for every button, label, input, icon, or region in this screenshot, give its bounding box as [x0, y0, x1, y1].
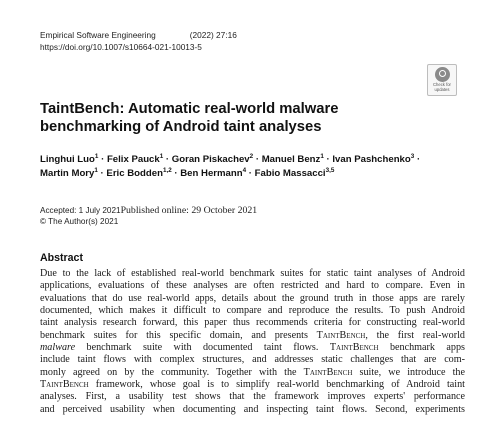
title-line-2: benchmarking of Android taint analyses [40, 119, 322, 135]
author-separator: · [246, 168, 255, 179]
abstract-line: taint analysis research forward, this paper thus recommends criteria for constructing real-world [40, 317, 465, 329]
author-name: Linghui Luo [40, 154, 95, 165]
abstract-line: TaintBench framework, whose goal is to simplify real-world benchmarking of Android taint [40, 379, 465, 391]
author-name: Eric Bodden [106, 168, 163, 179]
author-separator: · [97, 168, 107, 179]
author-separator: · [163, 154, 172, 165]
abstract-line: evaluations that do use real-world apps, details about the ground truth in those apps are rarely [40, 292, 465, 304]
check-for-updates-badge[interactable] [427, 64, 457, 96]
update-check-icon [435, 67, 450, 82]
author[interactable] [107, 154, 163, 165]
author[interactable] [40, 154, 98, 165]
journal-header [40, 30, 237, 41]
author[interactable] [332, 154, 414, 165]
paper-title [40, 100, 430, 136]
author-name: Ivan Pashchenko [332, 154, 411, 165]
author-separator: · [98, 154, 107, 165]
author-name: Felix Pauck [106, 154, 160, 165]
author-separator: · [323, 154, 333, 165]
title-line-1: TaintBench: Automatic real-world malware [40, 101, 339, 117]
abstract-heading: Abstract [40, 252, 83, 264]
author-separator: · [253, 154, 262, 165]
abstract-line: malware benchmark suite with documented taint flows. TaintBench benchmark apps [40, 342, 465, 354]
author[interactable] [262, 154, 324, 165]
author-affiliation: 1 [94, 166, 98, 174]
author[interactable] [255, 168, 335, 179]
author-name: Goran Piskachev [171, 154, 250, 165]
author[interactable] [106, 168, 171, 179]
badge-line-2: updates [434, 86, 450, 92]
author-affiliation: 1,2 [162, 166, 172, 174]
author-name: Fabio Massacci [254, 168, 326, 179]
abstract-body [40, 268, 465, 416]
author-name: Martin Mory [40, 168, 95, 179]
author-affiliation: 2 [249, 152, 254, 160]
author-name: Manuel Benz [261, 154, 321, 165]
author-affiliation: 3,5 [325, 166, 335, 174]
author[interactable] [172, 154, 253, 165]
author-affiliation: 1 [320, 152, 324, 160]
author-separator: · [414, 154, 421, 165]
author-affiliation: 4 [242, 166, 247, 174]
doi-link[interactable]: https://doi.org/10.1007/s10664-021-10013-5 [40, 42, 202, 52]
author[interactable] [40, 168, 98, 179]
journal-volume: (2022) 27:16 [189, 30, 237, 40]
author-affiliation: 1 [94, 152, 99, 160]
accepted-date: Accepted: 1 July 2021 [40, 206, 121, 215]
author-name: Ben Hermann [180, 168, 243, 179]
abstract-line: benchmark suites for this specific domain, and presents TaintBench, the first real-world [40, 329, 465, 341]
abstract-line: applications, evaluations of these analyses are often restricted and hard to compare. Even in [40, 280, 465, 292]
abstract-line: Due to the lack of established real-world benchmark suites for static taint analyses of Android [40, 268, 465, 279]
abstract-line: and perceived usability when documenting and inspecting taint flows. Second, experiments [40, 403, 465, 415]
abstract-line: monly agreed on by the community. Together with the TaintBench suite, we introduce the [40, 366, 465, 378]
badge-line-1: Check for [433, 82, 451, 87]
author-list [40, 153, 470, 181]
published-date: Published online: 29 October 2021 [120, 205, 258, 216]
journal-name: Empirical Software Engineering [40, 30, 156, 40]
abstract-line: analyses. First, a usability test shows that the framework improves experts' performance [40, 391, 465, 403]
abstract-line: documented, which makes it difficult to compare and reproduce the results. To push Android [40, 305, 465, 317]
author-affiliation: 1 [159, 152, 164, 160]
copyright-notice: © The Author(s) 2021 [40, 217, 119, 226]
abstract-line: include taint flows with complex structures, and addresses static challenges that are com- [40, 354, 465, 366]
publication-dates [40, 205, 257, 216]
author[interactable] [180, 168, 246, 179]
author-separator: · [171, 168, 181, 179]
author-affiliation: 3 [410, 152, 415, 160]
